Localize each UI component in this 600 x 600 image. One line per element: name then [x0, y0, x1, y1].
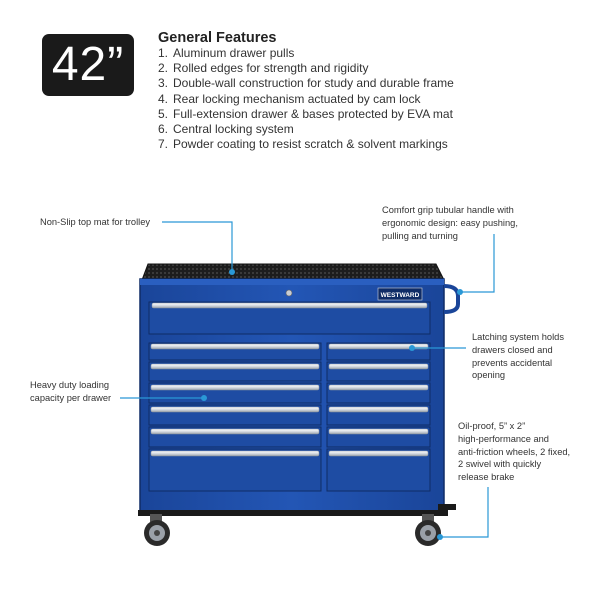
right-drawers — [327, 343, 430, 491]
callout-wheels: Oil-proof, 5” x 2” high-performance and anti-friction wheels, 2 fixed, 2 swivel with quickly release brake — [458, 421, 571, 483]
top-mat — [142, 264, 444, 280]
callout-loading: Heavy duty loading capacity per drawer — [30, 380, 112, 403]
feature-item: 6. Central locking system — [158, 122, 294, 137]
feature-item: 3. Double-wall construction for study and durable frame — [158, 76, 454, 91]
feature-item: 1. Aluminum drawer pulls — [158, 46, 295, 60]
brand-label: WESTWARD — [380, 292, 420, 299]
callout-handle: Comfort grip tubular handle with ergonomic design: easy pushing, pulling and turning — [382, 205, 518, 241]
wheel-left — [144, 514, 170, 546]
feature-item: 7. Powder coating to resist scratch & solvent markings — [158, 137, 448, 152]
side-handle — [444, 286, 458, 312]
callout-latch: Latching system holds drawers closed and prevents accidental opening — [472, 332, 564, 381]
lock-icon — [286, 290, 292, 296]
left-drawers — [149, 343, 321, 491]
feature-item: 2. Rolled edges for strength and rigidity — [158, 61, 369, 76]
feature-item: 4. Rear locking mechanism actuated by cam lock — [158, 91, 421, 106]
features-title: General Features — [158, 30, 277, 46]
callout-top-mat: Non-Slip top mat for trolley — [40, 217, 151, 227]
size-badge: 42” — [42, 34, 134, 96]
callout-line-handle — [460, 234, 494, 292]
feature-item: 5. Full-extension drawer & bases protected by EVA mat — [158, 106, 453, 121]
